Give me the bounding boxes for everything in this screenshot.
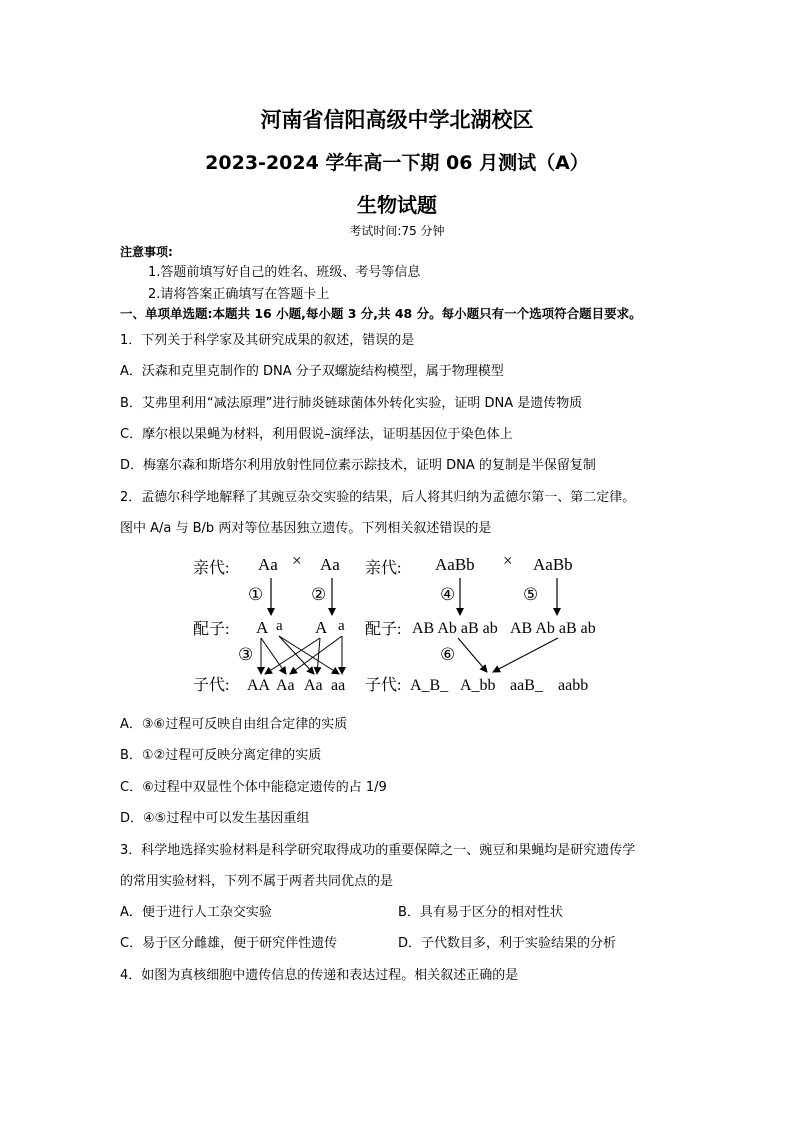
question-1-option-a: A．沃森和克里克制作的 DNA 分子双螺旋结构模型，属于物理模型: [120, 364, 504, 379]
right-cross-symbol: ×: [503, 551, 513, 570]
left-gamete-A-2: A: [315, 618, 328, 637]
right-parent-2: AaBb: [533, 555, 573, 574]
notice-item-2: 2.请将答案正确填写在答题卡上: [148, 287, 330, 302]
left-offspring-Aa-1: Aa: [276, 677, 295, 694]
question-4-stem: 4．如图为真核细胞中遗传信息的传递和表达过程。相关叙述正确的是: [120, 968, 519, 983]
right-offspring-aabb: aabb: [558, 677, 589, 694]
gamete-label: 配子:: [193, 621, 230, 638]
step-2-marker: ②: [311, 585, 327, 604]
left-offspring-Aa-2: Aa: [304, 677, 323, 694]
question-3-stem-line1: 3．科学地选择实验材料是科学研究取得成功的重要保障之一、豌豆和果蝇均是研究遗传学: [120, 843, 636, 858]
subject-title: 生物试题: [357, 193, 437, 217]
exam-title: 2023-2024 学年高一下期 06 月测试（A）: [205, 152, 589, 174]
right-parent-1: AaBb: [435, 555, 475, 574]
question-2-option-b: B．①②过程可反映分离定律的实质: [120, 748, 322, 763]
question-2-stem-line1: 2．孟德尔科学地解释了其豌豆杂交实验的结果，后人将其归纳为孟德尔第一、第二定律。: [120, 490, 636, 505]
school-title: 河南省信阳高级中学北湖校区: [260, 108, 534, 132]
exam-time: 考试时间:75 分钟: [349, 224, 445, 238]
question-2-option-d: D．④⑤过程中可以发生基因重组: [120, 811, 310, 826]
question-2-option-a: A．③⑥过程可反映自由组合定律的实质: [120, 717, 348, 732]
question-2-option-c: C．⑥过程中双显性个体中能稳定遗传的占 1/9: [120, 780, 387, 795]
left-offspring-AA: AA: [247, 677, 271, 694]
left-offspring-aa: aa: [331, 677, 346, 694]
left-gamete-A-1: A: [256, 618, 269, 637]
right-offspring-aaB_: aaB_: [510, 677, 543, 694]
left-cross-symbol: ×: [292, 551, 302, 570]
right-gametes-1: AB Ab aB ab: [412, 620, 498, 637]
genetics-cross-diagram: [190, 548, 620, 698]
right-offspring-label: 子代:: [365, 677, 402, 694]
question-1-option-d: D．梅塞尔森和斯塔尔利用放射性同位素示踪技术，证明 DNA 的复制是半保留复制: [120, 458, 596, 473]
question-3-option-c: C．易于区分雌雄，便于研究伴性遗传: [120, 936, 338, 951]
question-3-option-d: D．子代数目多，利于实验结果的分析: [398, 936, 617, 951]
step-4-marker: ④: [440, 585, 456, 604]
question-1-stem: 1．下列关于科学家及其研究成果的叙述，错误的是: [120, 333, 415, 348]
question-3-option-a: A．便于进行人工杂交实验: [120, 905, 272, 920]
section-heading: 一、单项单选题:本题共 16 小题,每小题 3 分,共 48 分。每小题只有一个选项符合题目要求。: [120, 306, 642, 321]
question-1-option-c: C．摩尔根以果蝇为材料，利用假说–演绎法，证明基因位于染色体上: [120, 427, 513, 442]
right-parent-label: 亲代:: [365, 560, 402, 577]
notice-item-1: 1.答题前填写好自己的姓名、班级、考号等信息: [148, 265, 421, 280]
right-gametes-2: AB Ab aB ab: [510, 620, 596, 637]
question-3-stem-line2: 的常用实验材料，下列不属于两者共同优点的是: [120, 874, 394, 889]
step-3-marker: ③: [238, 645, 254, 664]
step-6-marker: ⑥: [440, 645, 456, 664]
right-offspring-A_B_: A_B_: [410, 677, 449, 694]
left-gamete-a-2: a: [338, 618, 345, 634]
question-1-option-b: B．艾弗里利用“减法原理”进行肺炎链球菌体外转化实验，证明 DNA 是遗传物质: [120, 396, 583, 411]
question-3-option-b: B．具有易于区分的相对性状: [398, 905, 563, 920]
step-5-marker: ⑤: [523, 585, 539, 604]
notice-title: 注意事项:: [120, 245, 173, 259]
offspring-label: 子代:: [193, 677, 230, 694]
left-parent-1: Aa: [258, 555, 278, 574]
left-parent-2: Aa: [320, 555, 340, 574]
step-1-marker: ①: [248, 585, 264, 604]
question-2-stem-line2: 图中 A/a 与 B/b 两对等位基因独立遗传。下列相关叙述错误的是: [120, 521, 492, 536]
right-gamete-label: 配子:: [365, 621, 402, 638]
parent-label: 亲代:: [193, 560, 230, 577]
left-gamete-a-1: a: [276, 618, 283, 634]
right-offspring-A_bb: A_bb: [460, 677, 496, 694]
